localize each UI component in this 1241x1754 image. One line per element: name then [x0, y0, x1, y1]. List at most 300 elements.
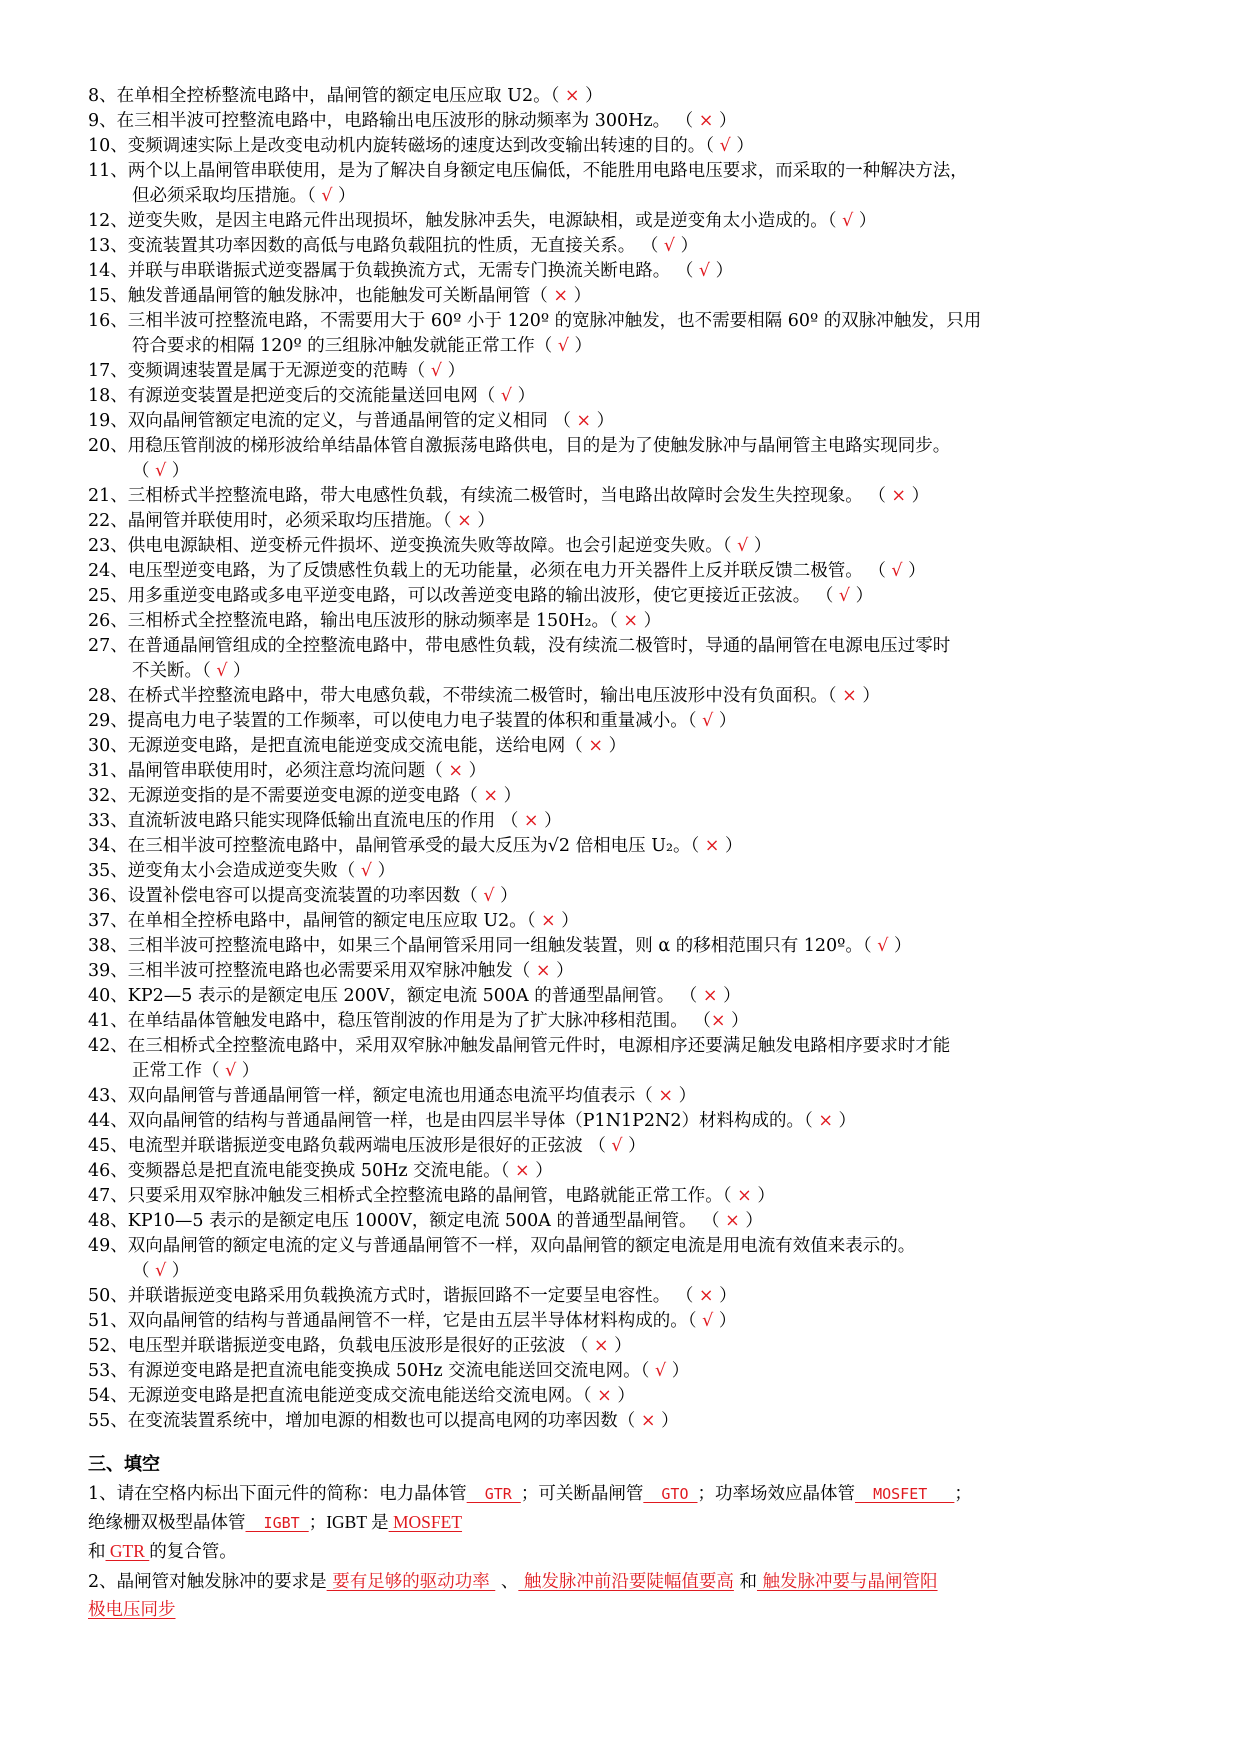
- judgment-item: [88, 1284, 1168, 1309]
- fill-text: 的复合管。: [149, 1542, 237, 1562]
- judgment-line: [88, 836, 743, 856]
- answer-sync-part-2: 极电压同步: [88, 1600, 176, 1620]
- question-text: 在单相全控桥电路中，晶闸管的额定电压应取 U2。（: [127, 911, 536, 931]
- question-number: 48、: [88, 1211, 128, 1231]
- judgment-item: [88, 409, 1168, 434]
- answer-mark: √: [149, 1261, 172, 1281]
- closing-paren: ）: [574, 336, 593, 356]
- judgment-item: [88, 1034, 1168, 1084]
- fill-question-1-line-1: [88, 1480, 1168, 1508]
- judgment-item: [88, 434, 1168, 484]
- answer-mark: √: [425, 361, 448, 381]
- fill-text: ；功率场效应晶体管: [697, 1484, 856, 1504]
- judgment-line: [88, 886, 518, 906]
- judgment-item: [88, 1359, 1168, 1384]
- question-number: 8、: [88, 86, 117, 106]
- question-number: 23、: [88, 536, 128, 556]
- answer-mark: ×: [693, 111, 719, 131]
- judgment-line: [88, 1311, 736, 1331]
- question-text: 变频器总是把直流电能变换成 50Hz 交流电能。（: [127, 1161, 510, 1181]
- closing-paren: ）: [838, 1111, 857, 1131]
- section-title: 三、填空: [88, 1454, 160, 1475]
- fill-question-1-line-2: [88, 1508, 1168, 1537]
- question-number: 14、: [88, 261, 128, 281]
- judgment-line: [88, 911, 579, 931]
- judgment-item: [88, 484, 1168, 509]
- question-number: 15、: [88, 286, 128, 306]
- judgment-item: [88, 1084, 1168, 1109]
- judgment-line: [88, 861, 395, 881]
- question-number: 42、: [88, 1036, 128, 1056]
- closing-paren: ）: [718, 711, 737, 731]
- question-text: 无源逆变电路，是把直流电能逆变成交流电能，送给电网（: [127, 736, 583, 756]
- closing-paren: ）: [241, 1061, 260, 1081]
- judgment-line: [88, 136, 754, 156]
- fill-question-1-line-3: [88, 1537, 1168, 1566]
- question-number: 18、: [88, 386, 128, 406]
- question-text: 电压型并联谐振逆变电路，负载电压波形是很好的正弦波 （: [127, 1336, 589, 1356]
- judgment-item: [88, 384, 1168, 409]
- question-text: 电压型逆变电路，为了反馈感性负载上的无功能量，必须在电力开关器件上反并联反馈二极管。 （: [127, 561, 886, 581]
- judgment-line: [88, 1161, 553, 1181]
- question-number: 50、: [88, 1286, 128, 1306]
- question-text: 晶闸管并联使用时，必须采取均压措施。（: [127, 511, 452, 531]
- judgment-item: [88, 809, 1168, 834]
- question-number: 27、: [88, 636, 128, 656]
- judgment-item: [88, 859, 1168, 884]
- question-number: 30、: [88, 736, 128, 756]
- question-number: 21、: [88, 486, 128, 506]
- judgment-item: [88, 284, 1168, 309]
- closing-paren: ）: [617, 1386, 635, 1406]
- judgment-item: [88, 684, 1168, 709]
- judgment-line: [88, 986, 741, 1006]
- question-text: 供电电源缺相、逆变桥元件损坏、逆变换流失败等故障。也会引起逆变失败。（: [127, 536, 732, 556]
- question-number: 34、: [88, 836, 128, 856]
- closing-paren: ）: [753, 536, 772, 556]
- question-text: 三相桥式半控整流电路，带大电感性负载，有续流二极管时，当电路出故障时会发生失控现象。 （: [127, 486, 886, 506]
- fill-text: 绝缘栅双极型晶体管: [88, 1513, 246, 1533]
- question-text: 在变流装置系统中，增加电源的相数也可以提高电网的功率因数（: [127, 1411, 636, 1431]
- judgment-line: [88, 311, 981, 331]
- question-text: KP2—5 表示的是额定电压 200V，额定电流 500A 的普通型晶闸管。 （: [127, 986, 698, 1006]
- closing-paren: ）: [725, 836, 743, 856]
- question-number: 16、: [88, 311, 128, 331]
- answer-drive-power: 要有足够的驱动功率: [326, 1572, 496, 1592]
- question-text: 变频调速实际上是改变电动机内旋转磁场的速度达到改变输出转速的目的。（: [127, 136, 715, 156]
- fill-question-2-line-2: [88, 1596, 1168, 1624]
- judgment-item: [88, 559, 1168, 584]
- question-number: 47、: [88, 1186, 128, 1206]
- question-text: 在三相桥式全控整流电路中，采用双窄脉冲触发晶闸管元件时，电源相序还要满足触发电路相序要求时才能: [127, 1036, 951, 1056]
- answer-mark: √: [658, 236, 681, 256]
- judgment-item: [88, 309, 1168, 359]
- closing-paren: ）: [171, 461, 190, 481]
- question-text: 三相半波可控整流电路，不需要用大于 60º 小于 120º 的宽脉冲触发，也不需要相隔 60º 的双脉冲触发，只用: [127, 311, 982, 331]
- question-number: 49、: [88, 1236, 128, 1256]
- question-text: 在单结晶体管触发电路中，稳压管削波的作用是为了扩大脉冲移相范围。 （: [127, 1011, 711, 1031]
- question-text: 设置补偿电容可以提高变流装置的功率因数（: [127, 886, 478, 906]
- question-text: 并联谐振逆变电路采用负载换流方式时，谐振回路不一定要呈电容性。 （: [127, 1286, 694, 1306]
- fill-text: ；IGBT 是: [308, 1512, 389, 1532]
- closing-paren: ）: [468, 761, 487, 781]
- question-number: 53、: [88, 1361, 128, 1381]
- judgment-line: [88, 1236, 915, 1256]
- question-continuation: [88, 334, 1168, 359]
- closing-paren: ）: [608, 736, 627, 756]
- closing-paren: ）: [862, 686, 880, 706]
- question-number: 54、: [88, 1386, 128, 1406]
- question-text: 只要采用双窄脉冲触发三相桥式全控整流电路的晶闸管，电路就能正常工作。（: [127, 1186, 732, 1206]
- judgment-item: [88, 1209, 1168, 1234]
- judgment-question-list: [88, 84, 1168, 1434]
- answer-mark: ×: [699, 836, 726, 856]
- judgment-item: [88, 1409, 1168, 1434]
- closing-paren: ）: [171, 1261, 190, 1281]
- question-number: 39、: [88, 961, 128, 981]
- judgment-line: [88, 711, 736, 731]
- fill-text: ；: [954, 1484, 972, 1504]
- answer-mark: √: [605, 1136, 629, 1156]
- judgment-line: [88, 1211, 763, 1231]
- question-text: 有源逆变电路是把直流电能变换成 50Hz 交流电能送回交流电网。（: [127, 1361, 650, 1381]
- closing-paren: ）: [723, 986, 741, 1006]
- question-text: 双向晶闸管的结构与普通晶闸管一样，也是由四层半导体（P1N1P2N2）材料构成的。（: [127, 1111, 813, 1131]
- answer-mark: ×: [885, 486, 912, 506]
- judgment-line: [88, 961, 574, 981]
- answer-mark: √: [552, 336, 575, 356]
- question-continuation: [88, 659, 1168, 684]
- closing-paren: ）: [447, 361, 466, 381]
- judgment-line: [88, 686, 880, 706]
- question-continuation: [88, 459, 1168, 484]
- fill-text: 和: [733, 1572, 757, 1592]
- question-number: 29、: [88, 711, 128, 731]
- question-number: 55、: [88, 1411, 128, 1431]
- closing-paren: ）: [503, 786, 522, 806]
- question-continuation: [88, 184, 1168, 209]
- judgment-line: [88, 611, 661, 631]
- judgment-item: [88, 759, 1168, 784]
- judgment-item: [88, 1334, 1168, 1359]
- question-number: 52、: [88, 1336, 128, 1356]
- judgment-item: [88, 1184, 1168, 1209]
- answer-mark: ×: [731, 1186, 758, 1206]
- closing-paren: ）: [718, 111, 737, 131]
- judgment-item: [88, 984, 1168, 1009]
- closing-paren: ）: [556, 961, 574, 981]
- judgment-line: [88, 936, 911, 956]
- question-text: 三相半波可控整流电路中，如果三个晶闸管采用同一组触发装置，则 α 的移相范围只有 120º。（: [127, 936, 872, 956]
- answer-mark: ×: [582, 736, 609, 756]
- question-text: 触发普通晶闸管的触发脉冲，也能触发可关断晶闸管（: [127, 286, 548, 306]
- judgment-item: [88, 159, 1168, 209]
- judgment-line: [88, 561, 926, 581]
- fill-text: 和: [88, 1542, 106, 1562]
- question-continuation: [88, 1059, 1168, 1084]
- closing-paren: ）: [561, 911, 579, 931]
- judgment-item: [88, 109, 1168, 134]
- question-number: 44、: [88, 1111, 128, 1131]
- answer-mark: ×: [518, 811, 545, 831]
- fill-text: ；可关断晶闸管: [520, 1484, 644, 1504]
- judgment-item: [88, 1134, 1168, 1159]
- closing-paren: ）: [643, 611, 662, 631]
- answer-mark: √: [696, 1311, 719, 1331]
- answer-mark: √: [477, 886, 501, 906]
- question-number: 28、: [88, 686, 128, 706]
- question-number: 51、: [88, 1311, 128, 1331]
- answer-mark: ×: [451, 511, 478, 531]
- closing-paren: ）: [745, 1211, 763, 1231]
- answer-mark: ×: [547, 286, 574, 306]
- judgment-line: [88, 236, 698, 256]
- judgment-item: [88, 1309, 1168, 1334]
- judgment-item: [88, 959, 1168, 984]
- judgment-item: [88, 734, 1168, 759]
- question-text: 提高电力电子装置的工作频率，可以使电力电子装置的体积和重量减小。（: [127, 711, 697, 731]
- judgment-line: [88, 761, 486, 781]
- question-number: 43、: [88, 1086, 128, 1106]
- judgment-item: [88, 84, 1168, 109]
- judgment-item: [88, 1234, 1168, 1284]
- question-number: 26、: [88, 611, 128, 631]
- question-number: 33、: [88, 811, 128, 831]
- answer-mark: √: [836, 211, 859, 231]
- answer-gto: GTO: [643, 1485, 698, 1503]
- question-number: 31、: [88, 761, 128, 781]
- answer-mosfet: MOSFET: [855, 1485, 955, 1503]
- answer-mark: √: [355, 861, 378, 881]
- answer-mark: ×: [559, 86, 586, 106]
- judgment-line: [88, 1136, 646, 1156]
- judgment-item: [88, 1109, 1168, 1134]
- closing-paren: ）: [614, 1336, 632, 1356]
- answer-sync-part-1: 触发脉冲要与晶闸管阳: [756, 1572, 938, 1592]
- answer-mark: √: [696, 711, 719, 731]
- closing-paren: ）: [671, 1361, 690, 1381]
- judgment-line: [88, 1111, 856, 1131]
- answer-mark: √: [693, 261, 716, 281]
- question-text: 并联与串联谐振式逆变器属于负载换流方式，无需专门换流关断电路。 （: [127, 261, 694, 281]
- judgment-line: [88, 1011, 749, 1031]
- judgment-line: [88, 1186, 775, 1206]
- judgment-item: [88, 834, 1168, 859]
- judgment-item: [88, 784, 1168, 809]
- answer-mark: ×: [710, 1011, 726, 1031]
- judgment-item: [88, 359, 1168, 384]
- judgment-item: [88, 259, 1168, 284]
- question-text: 无源逆变指的是不需要逆变电源的逆变电路（: [127, 786, 478, 806]
- judgment-line: [88, 411, 614, 431]
- closing-paren: ）: [715, 261, 734, 281]
- answer-mark: √: [731, 536, 754, 556]
- judgment-line: [88, 1361, 689, 1381]
- judgment-line: [88, 1036, 950, 1056]
- closing-paren: ）: [718, 1311, 737, 1331]
- closing-paren: ）: [500, 886, 518, 906]
- answer-mark: √: [885, 561, 909, 581]
- question-text: 逆变失败，是因主电路元件出现损坏，触发脉冲丢失，电源缺相，或是逆变角太小造成的。（: [127, 211, 837, 231]
- question-number: 38、: [88, 936, 128, 956]
- judgment-item: [88, 234, 1168, 259]
- question-number: 20、: [88, 436, 128, 456]
- question-text: 三相半波可控整流电路也必需要采用双窄脉冲触发（: [127, 961, 531, 981]
- answer-mark: √: [714, 136, 737, 156]
- judgment-line: [88, 636, 950, 656]
- question-number: 40、: [88, 986, 128, 1006]
- answer-mark: ×: [635, 1411, 662, 1431]
- judgment-item: [88, 1009, 1168, 1034]
- question-number: 17、: [88, 361, 128, 381]
- question-number: 25、: [88, 586, 128, 606]
- judgment-line: [88, 361, 465, 381]
- judgment-line: [88, 811, 562, 831]
- question-text: 两个以上晶闸管串联使用，是为了解决自身额定电压偏低，不能胜用电路电压要求，而采取的一种解决方法，: [127, 161, 968, 181]
- judgment-line: [88, 436, 950, 456]
- answer-mark: ×: [719, 1211, 746, 1231]
- fill-in-section: [88, 1450, 1168, 1624]
- answer-mark: √: [210, 661, 234, 681]
- answer-igbt-gtr: GTR: [105, 1541, 150, 1561]
- judgment-item: [88, 509, 1168, 534]
- question-text: 在普通晶闸管组成的全控整流电路中，带电感性负载，没有续流二极管时，导通的晶闸管在电源电压过零时: [127, 636, 951, 656]
- question-text-continued: （: [132, 461, 150, 481]
- closing-paren: ）: [338, 186, 356, 206]
- answer-mark: ×: [591, 1386, 618, 1406]
- answer-mark: √: [871, 936, 894, 956]
- answer-mark: ×: [812, 1111, 839, 1131]
- judgment-line: [88, 111, 736, 131]
- judgment-line: [88, 786, 521, 806]
- judgment-line: [88, 1411, 679, 1431]
- closing-paren: ）: [893, 936, 912, 956]
- judgment-item: [88, 1384, 1168, 1409]
- question-text: 双向晶闸管的结构与普通晶闸管不一样，它是由五层半导体材料构成的。（: [127, 1311, 697, 1331]
- fill-text: 、: [495, 1572, 519, 1592]
- judgment-item: [88, 534, 1168, 559]
- question-text: 用多重逆变电路或多电平逆变电路，可以改善逆变电路的输出波形，使它更接近正弦波。 （: [127, 586, 834, 606]
- judgment-item: [88, 134, 1168, 159]
- question-text-continued: 正常工作（: [132, 1061, 220, 1081]
- answer-mark: ×: [509, 1161, 536, 1181]
- answer-mark: √: [833, 586, 856, 606]
- question-number: 41、: [88, 1011, 128, 1031]
- question-continuation: [88, 1259, 1168, 1284]
- question-text: KP10—5 表示的是额定电压 1000V，额定电流 500A 的普通型晶闸管。 （: [127, 1211, 720, 1231]
- closing-paren: ）: [544, 811, 562, 831]
- closing-paren: ）: [725, 1011, 749, 1031]
- question-text: 在三相半波可控整流电路中，晶闸管承受的最大反压为√2 倍相电压 U₂。（: [127, 836, 700, 856]
- question-text: 晶闸管串联使用时，必须注意均流问题（: [127, 761, 443, 781]
- closing-paren: ）: [517, 386, 536, 406]
- question-text-continued: 符合要求的相隔 120º 的三组脉冲触发就能正常工作（: [132, 336, 553, 356]
- question-text: 逆变角太小会造成逆变失败（: [127, 861, 356, 881]
- closing-paren: ）: [911, 486, 930, 506]
- closing-paren: ）: [678, 1086, 697, 1106]
- judgment-line: [88, 1286, 737, 1306]
- question-text: 电流型并联谐振逆变电路负载两端电压波形是很好的正弦波 （: [127, 1136, 606, 1156]
- question-number: 32、: [88, 786, 128, 806]
- judgment-item: [88, 909, 1168, 934]
- answer-mark: ×: [530, 961, 557, 981]
- question-text: 直流斩波电路只能实现降低输出直流电压的作用 （: [127, 811, 519, 831]
- question-number: 36、: [88, 886, 128, 906]
- question-text: 变频调速装置是属于无源逆变的范畴（: [127, 361, 426, 381]
- answer-mark: ×: [617, 611, 644, 631]
- judgment-line: [88, 586, 873, 606]
- question-text: 三相桥式全控整流电路，输出电压波形的脉动频率是 150H₂。（: [127, 611, 618, 631]
- closing-paren: ）: [719, 1286, 737, 1306]
- judgment-item: [88, 934, 1168, 959]
- answer-mark: ×: [588, 1336, 615, 1356]
- answer-mark: ×: [836, 686, 863, 706]
- judgment-line: [88, 211, 876, 231]
- closing-paren: ）: [680, 236, 699, 256]
- question-number: 11、: [88, 161, 128, 181]
- fill-question-2-line-1: [88, 1568, 1168, 1596]
- closing-paren: ）: [377, 861, 396, 881]
- question-text: 双向晶闸管的额定电流的定义与普通晶闸管不一样，双向晶闸管的额定电流是用电流有效值来表示的。: [127, 1236, 916, 1256]
- judgment-line: [88, 736, 626, 756]
- answer-mark: ×: [535, 911, 562, 931]
- answer-mark: √: [649, 1361, 672, 1381]
- answer-mark: √: [219, 1061, 242, 1081]
- judgment-line: [88, 486, 929, 506]
- judgment-item: [88, 1159, 1168, 1184]
- answer-igbt-mosfet: MOSFET: [388, 1512, 463, 1532]
- question-number: 9、: [88, 111, 117, 131]
- question-text: 用稳压管削波的梯形波给单结晶体管自激振荡电路供电，目的是为了使触发脉冲与晶闸管主电路实现同步。: [127, 436, 951, 456]
- judgment-item: [88, 884, 1168, 909]
- question-text: 变流装置其功率因数的高低与电路负载阻抗的性质，无直接关系。 （: [127, 236, 659, 256]
- question-number: 24、: [88, 561, 128, 581]
- question-number: 46、: [88, 1161, 128, 1181]
- closing-paren: ）: [585, 86, 603, 106]
- closing-paren: ）: [535, 1161, 553, 1181]
- question-text: 在三相半波可控整流电路中，电路输出电压波形的脉动频率为 300Hz。 （: [116, 111, 694, 131]
- closing-paren: ）: [736, 136, 754, 156]
- judgment-item: [88, 709, 1168, 734]
- judgment-line: [88, 1336, 632, 1356]
- question-number: 45、: [88, 1136, 128, 1156]
- question-text: 双向晶闸管额定电流的定义，与普通晶闸管的定义相同 （: [127, 411, 571, 431]
- judgment-line: [88, 511, 495, 531]
- question-number: 12、: [88, 211, 128, 231]
- answer-gtr: GTR: [466, 1485, 521, 1503]
- closing-paren: ）: [628, 1136, 646, 1156]
- judgment-line: [88, 286, 591, 306]
- closing-paren: ）: [477, 511, 495, 531]
- question-text: 双向晶闸管与普通晶闸管一样，额定电流也用通态电流平均值表示（: [127, 1086, 653, 1106]
- question-text-continued: （: [132, 1261, 150, 1281]
- answer-mark: ×: [652, 1086, 679, 1106]
- closing-paren: ）: [596, 411, 615, 431]
- closing-paren: ）: [661, 1411, 679, 1431]
- answer-mark: √: [315, 186, 339, 206]
- question-text-continued: 不关断。（: [132, 661, 211, 681]
- fill-text: 2、晶闸管对触发脉冲的要求是: [88, 1572, 327, 1592]
- question-text: 有源逆变装置是把逆变后的交流能量送回电网（: [127, 386, 496, 406]
- judgment-line: [88, 86, 603, 106]
- answer-mark: ×: [693, 1286, 720, 1306]
- judgment-line: [88, 261, 733, 281]
- answer-mark: ×: [477, 786, 504, 806]
- closing-paren: ）: [573, 286, 592, 306]
- question-number: 35、: [88, 861, 128, 881]
- judgment-line: [88, 386, 535, 406]
- answer-steep-edge: 触发脉冲前沿要陡幅值要高: [518, 1572, 734, 1592]
